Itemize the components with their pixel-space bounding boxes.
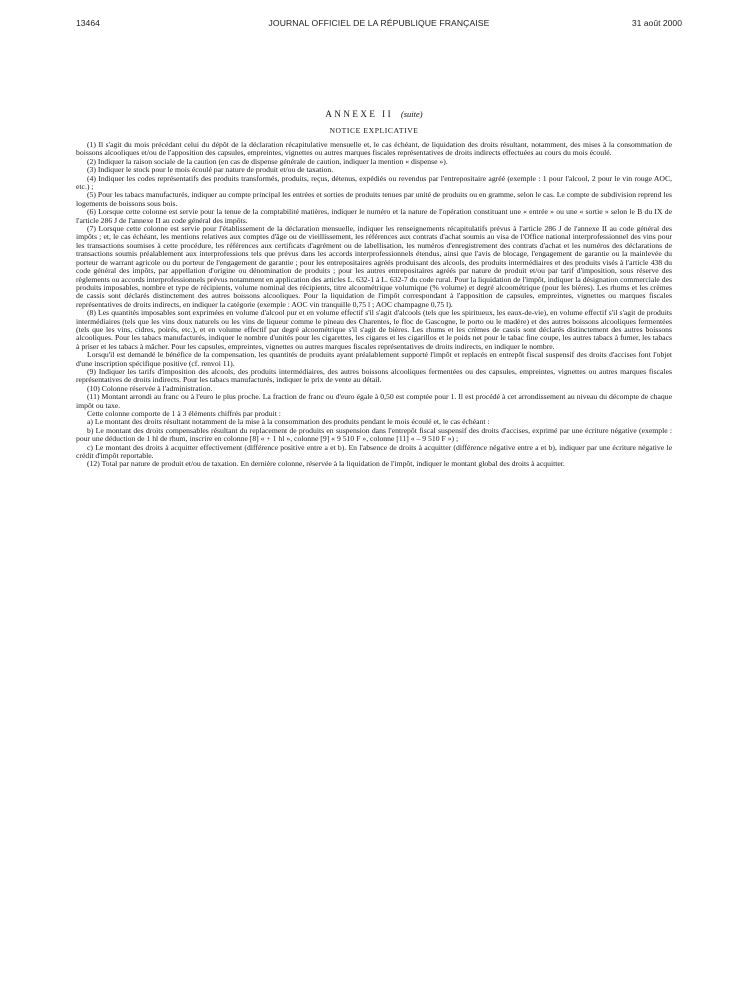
note-7: (7) Lorsque cette colonne est servie pour l'établissement de la déclaration mensuelle, indiquer les renseignements récapitulatifs prévus à l'article 286 J de l'annexe II au code général des impôts ; et, le cas échéant, les mentions relatives aux comptes d'âge ou de vieillissement, les références aux contrats d'achat soumis au visa de l'Office national interprofessionnel des vins pour les transactions soumises à cette procédure, les références aux certificats d'agrément ou de labellisation, les numéros d'enregistrement des contrats d'achat et les numéros des déclarations de transactions soumis préalablement aux interprofessions tels que prévus dans les accords interprofessionnels étendus, ainsi que l'avis de blocage, l'engagement de garantie ou la mainlevée du porteur de warrant agricole ou du porteur de l'engagement de garantie ; pour les entrepositaires agréés produisant des alcools, des produits intermédiaires et des produits visés à l'article 438 du code général des impôts, par appellation d'origine ou dénomination de produits ; pour les autres entrepositaires agréés par nature de produit et/ou par tarif d'imposition, sous réserve des règlements ou accords interprofessionnels prévus notamment en application des articles L. 632-1 à L. 632-7 du code rural. Pour la liquidation de l'impôt, indiquer la désignation commerciale des produits imposables, nombre et type de récipients, volume nominal des récipients, titre alcoométrique volumique (% volume) et degré alcoométrique (pour les bières). Les rhums et les crèmes de cassis sont déclarés distinctement des autres boissons alcooliques. Pour la liquidation de l'impôt correspondant à l'apposition de capsules, empreintes, vignettes ou marques fiscales représentatives de droits indirects, en indiquer la catégorie (exemple : AOC vin tranquille 0,75 l ; AOC champagne 0,75 l). <box>76 224 672 309</box>
note-10: (10) Colonne réservée à l'administration. <box>87 383 213 393</box>
annex-suffix: (suite) <box>400 109 423 119</box>
note-8-compensation: Lorsqu'il est demandé le bénéfice de la compensation, les quantités de produits ayant préalablement supporté l'impôt et replacés en entrepôt fiscal suspensif des droits d'accises font l'objet d'une inscription spécifique positive (cf. renvoi 11). <box>76 350 672 368</box>
note-9: (9) Indiquer les tarifs d'imposition des alcools, des produits intermédiaires, des autres boissons alcooliques fermentées ou des capsules, empreintes, vignettes ou autres marques fiscales représentatives de droits indirects. Pour les tabacs manufacturés, indiquer le prix de vente au détail. <box>76 366 672 385</box>
note-3: (3) Indiquer le stock pour le mois écoulé par nature de produit et/ou de taxation. <box>87 165 334 175</box>
annex-heading <box>0 109 748 119</box>
notice-body <box>76 141 672 469</box>
note-11-column-intro: Cette colonne comporte de 1 à 3 éléments chiffrés par produit : <box>87 409 281 418</box>
running-header <box>76 18 682 32</box>
journal-title: JOURNAL OFFICIEL DE LA RÉPUBLIQUE FRANÇAISE <box>268 18 490 28</box>
note-11-item-b: b) Le montant des droits compensables résultant du replacement de produits en suspension dans l'entrepôt fiscal suspensif des droits d'accises, exprimé par une écriture négative (exemple : pour une déduction de 1 hl de rhum, inscrire en colonne [8] « + 1 hl », colonne [9] « 9 510 F », colonne [11] « – 9 510 F ») ; <box>76 425 672 444</box>
note-1: (1) Il s'agit du mois précédant celui du dépôt de la déclaration récapitulative mensuelle et, le cas échéant, de liquidation des droits résultant, notamment, des mises à la consommation de boissons alcooliques et/ou de l'apposition des capsules, empreintes, vignettes ou autres marques fiscales représentatives de droits indirects effectuées au cours du mois écoulé. <box>76 140 672 158</box>
note-5: (5) Pour les tabacs manufacturés, indiquer au compte principal les entrées et sorties de produits tenues par unité de produits ou en gramme, selon le cas. Le compte de subdivision reprend les logements de boissons sous bois. <box>76 190 672 208</box>
note-11: (11) Montant arrondi au franc ou à l'euro le plus proche. La fraction de franc ou d'euro égale à 0,50 est comptée pour 1. Il est procédé à cet arrondissement au niveau du décompte de chaque impôt ou taxe. <box>76 392 672 410</box>
note-11-item-c: c) Le montant des droits à acquitter effectivement (différence positive entre a et b). En l'absence de droits à acquitter (différence négative entre a et b), indiquer par une écriture négative le crédit d'impôt reportable. <box>76 442 672 461</box>
notice-title: NOTICE EXPLICATIVE <box>329 126 419 135</box>
note-6: (6) Lorsque cette colonne est servie pour la tenue de la comptabilité matières, indiquer le numéro et la nature de l'opération constituant une « entrée » ou une « sortie » selon le B du IX de l'article 286 J de l'annexe II au code général des impôts. <box>76 207 672 225</box>
note-12: (12) Total par nature de produit et/ou de taxation. En dernière colonne, réservée à la liquidation de l'impôt, indiquer le montant global des droits à acquitter. <box>87 459 565 469</box>
note-8: (8) Les quantités imposables sont exprimées en volume d'alcool pur et en volume effectif s'il s'agit d'alcools (tels que les spiritueux, les eaux-de-vie), en volume effectif s'il s'agit de produits intermédiaires (tels que les vins doux naturels ou les vins de liqueur comme le pineau des Charentes, le floc de Gascogne, le porto ou le madère) et des autres boissons alcooliques fermentées (tels que les vins, cidres, poirés, etc.), et en volume effectif par degré alcoométrique s'il s'agit de bières. Les rhums et les crèmes de cassis sont déclarés distinctement des autres boissons alcooliques. Pour les tabacs manufacturés, indiquer le nombre d'unités pour les cigarettes, les cigares et les cigarillos et le poids net pour le tabac fine coupe, les autres tabacs à fumer, les tabacs à priser et les tabacs à mâcher. Pour les capsules, empreintes, vignettes ou autres marques fiscales représentatives de droits indirects, en indiquer le nombre. <box>76 308 672 351</box>
annex-title: ANNEXE II <box>325 109 394 119</box>
note-2: (2) Indiquer la raison sociale de la caution (en cas de dispense générale de caution, indiquer la mention « dispense »). <box>87 156 448 166</box>
note-11-item-a: a) Le montant des droits résultant notamment de la mise à la consommation des produits pendant le mois écoulé et, le cas échéant : <box>87 417 490 427</box>
publication-date: 31 août 2000 <box>631 18 682 28</box>
note-4: (4) Indiquer les codes représentatifs des produits transformés, produits, reçus, détenus, expédiés ou revendus par l'entrepositaire agréé (exemple : 1 pour l'alcool, 2 pour le vin rouge AOC, etc.) ; <box>76 173 672 192</box>
page-number: 13464 <box>76 18 100 28</box>
